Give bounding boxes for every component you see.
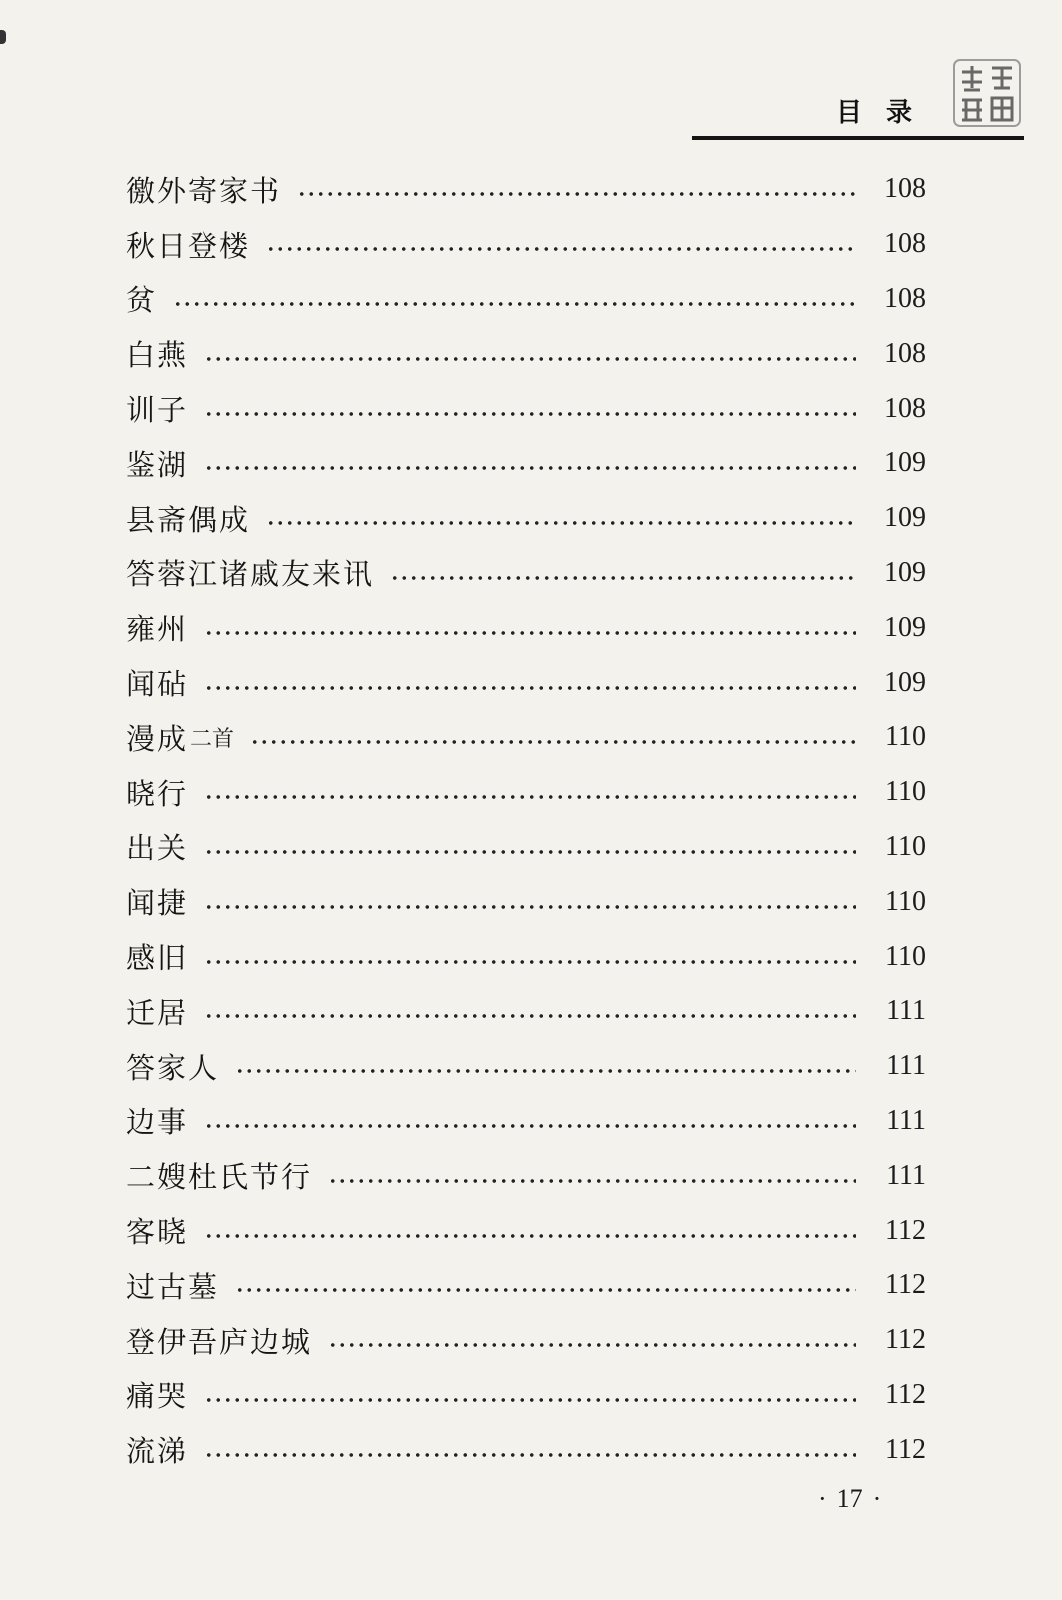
toc-entry-page: 111: [886, 1159, 926, 1191]
toc-entry-page: 108: [884, 392, 926, 424]
toc-entry: [126, 326, 926, 381]
toc-entry-title: 答蓉江诸戚友来讯: [126, 557, 375, 592]
toc-entry-title: 答家人: [126, 1050, 220, 1085]
dot-leader: [204, 411, 856, 417]
toc-entry-note: 二首: [190, 726, 235, 752]
toc-entry-page: 111: [886, 1104, 926, 1136]
toc-entry-page: 109: [884, 502, 926, 534]
page-number-value: 17: [836, 1484, 863, 1513]
toc-entry: [126, 217, 926, 272]
toc-entry-title: 白燕: [126, 338, 189, 373]
dot-leader: [328, 1178, 856, 1184]
dot-leader: [204, 1397, 856, 1403]
dot-leader: [173, 301, 856, 307]
toc-entry-page: 108: [884, 282, 926, 314]
dot-leader: [204, 1233, 856, 1239]
header-rule: [692, 136, 1024, 140]
dot-leader: [328, 1342, 856, 1348]
toc-entry-title: 县斋偶成: [126, 502, 251, 537]
dot-leader: [204, 1013, 856, 1019]
dot-leader: [204, 849, 856, 855]
toc-entry-page: 110: [885, 885, 926, 917]
dot-leader: [266, 520, 856, 526]
toc-entry-title: 雍州: [126, 612, 189, 647]
toc-entry-page: 108: [884, 173, 926, 205]
toc-entry: [126, 600, 926, 655]
toc-entry: [126, 1258, 926, 1313]
toc-entry-title: 感旧: [126, 941, 189, 976]
toc-entry-title: 边事: [126, 1105, 189, 1140]
dot-leader: [297, 191, 856, 197]
dot-leader: [204, 630, 856, 636]
dot-leader: [204, 959, 856, 965]
folio-dot-left: ·: [818, 1484, 827, 1513]
toc-entry: [126, 381, 926, 436]
page-number: [808, 1484, 891, 1514]
toc-entry-page: 110: [885, 940, 926, 972]
toc-entry: [126, 1422, 926, 1477]
dot-leader: [204, 1123, 856, 1129]
toc-entry-page: 112: [885, 1324, 926, 1356]
toc-entry-title: 出关: [126, 831, 189, 866]
toc-entry: [126, 984, 926, 1039]
page-edge-mark: [0, 30, 6, 44]
toc-entry: [126, 546, 926, 601]
toc-entry-page: 109: [884, 666, 926, 698]
toc-entry: [126, 655, 926, 710]
toc-entry: [126, 929, 926, 984]
toc-entry-page: 111: [886, 1050, 926, 1082]
toc-entry-page: 110: [885, 830, 926, 862]
toc-entry-title: 痛哭: [126, 1379, 189, 1414]
toc-entry: [126, 162, 926, 217]
section-title: 目录: [836, 98, 937, 128]
dot-leader: [204, 356, 856, 362]
toc-entry-title: 登伊吾庐边城: [126, 1324, 313, 1359]
toc-entry-title: 秋日登楼: [126, 228, 251, 263]
toc-entry-title: 闻捷: [126, 886, 189, 921]
toc-entry-page: 108: [884, 337, 926, 369]
dot-leader: [235, 1068, 856, 1074]
toc-entry-title: 迁居: [126, 995, 189, 1030]
seal-stamp-icon: [952, 58, 1022, 128]
dot-leader: [204, 685, 856, 691]
toc-entry-page: 109: [884, 611, 926, 643]
toc-entry-title: 训子: [126, 393, 189, 428]
toc-entry-page: 109: [884, 556, 926, 588]
toc-entry-page: 112: [885, 1269, 926, 1301]
toc-entry: [126, 765, 926, 820]
toc-entry-title: 贫: [126, 283, 158, 318]
dot-leader: [266, 246, 856, 252]
toc-entry-page: 109: [884, 447, 926, 479]
toc-entry-page: 112: [885, 1433, 926, 1465]
dot-leader: [250, 739, 856, 745]
dot-leader: [204, 465, 856, 471]
toc-entry: [126, 1203, 926, 1258]
toc-entry: [126, 1313, 926, 1368]
dot-leader: [235, 1287, 856, 1293]
dot-leader: [204, 794, 856, 800]
toc-entry-page: 111: [886, 995, 926, 1027]
toc-entry-title: 过古墓: [126, 1269, 220, 1304]
folio-dot-right: ·: [872, 1484, 882, 1513]
toc-entry-page: 110: [885, 776, 926, 808]
table-of-contents: [126, 162, 926, 1477]
toc-entry-title: 二嫂杜氏节行: [126, 1160, 313, 1195]
toc-entry: [126, 874, 926, 929]
dot-leader: [390, 575, 856, 581]
toc-entry-title: 晓行: [126, 776, 189, 811]
toc-entry: [126, 1368, 926, 1423]
toc-entry-page: 112: [885, 1214, 926, 1246]
dot-leader: [204, 904, 856, 910]
toc-entry-title: 流涕: [126, 1434, 189, 1469]
toc-entry: [126, 436, 926, 491]
toc-entry: [126, 491, 926, 546]
toc-entry-title: 客晓: [126, 1215, 189, 1250]
toc-entry: [126, 272, 926, 327]
toc-entry-page: 108: [884, 228, 926, 260]
toc-entry-title: 漫成: [126, 721, 189, 756]
toc-entry: [126, 820, 926, 875]
toc-entry: [126, 1148, 926, 1203]
toc-entry: [126, 710, 926, 765]
toc-entry-title: 徼外寄家书: [126, 173, 282, 208]
toc-entry-title: 鉴湖: [126, 447, 189, 482]
toc-entry-page: 110: [885, 721, 926, 753]
toc-entry: [126, 1039, 926, 1094]
toc-entry-page: 112: [885, 1378, 926, 1410]
toc-entry-title: 闻砧: [126, 667, 189, 702]
dot-leader: [204, 1452, 856, 1458]
toc-entry: [126, 1094, 926, 1149]
